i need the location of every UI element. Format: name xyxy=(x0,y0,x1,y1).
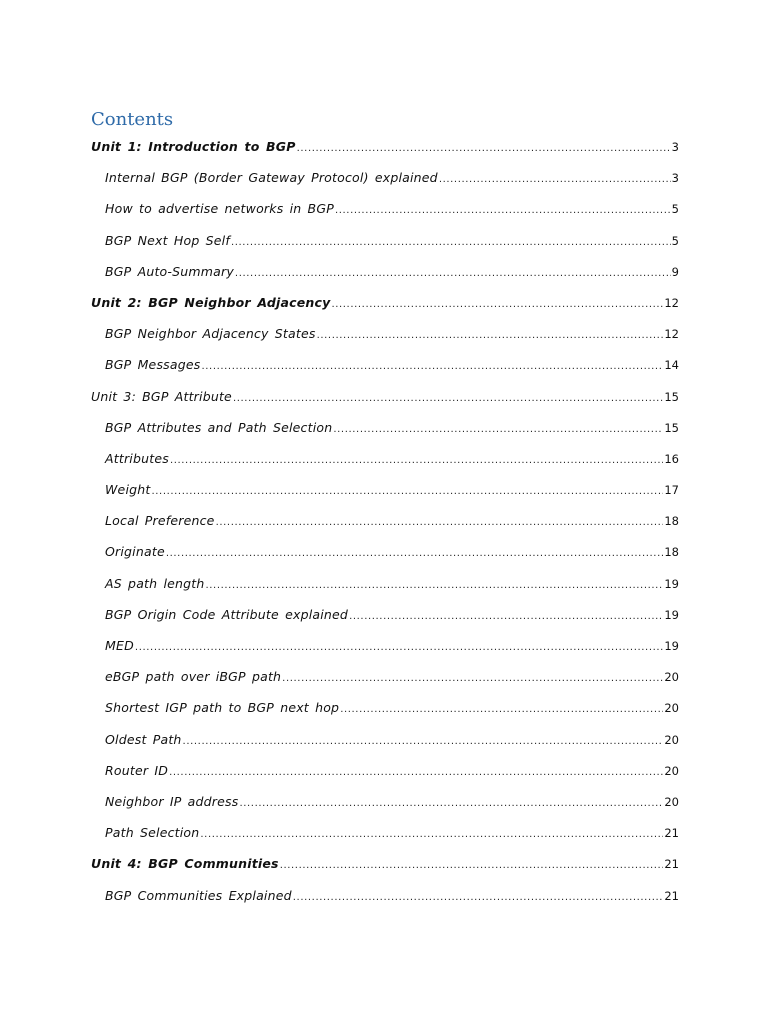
toc-dot-leader xyxy=(340,694,663,723)
toc-entry[interactable] xyxy=(91,817,679,848)
toc-entry-label: Unit 2: BGP Neighbor Adjacency xyxy=(91,294,331,310)
toc-entry-label: Weight xyxy=(105,482,151,498)
toc-entry-label: Unit 1: Introduction to BGP xyxy=(91,139,296,154)
toc-entry[interactable] xyxy=(91,474,679,505)
toc-entry-label: Local Preference xyxy=(105,513,215,529)
toc-entry[interactable] xyxy=(91,880,679,911)
toc-entry-page-number: 14 xyxy=(664,358,679,373)
toc-dot-leader xyxy=(331,289,663,318)
toc-entry[interactable] xyxy=(91,162,679,193)
toc-entry-page-number: 20 xyxy=(664,763,679,778)
toc-dot-leader xyxy=(349,601,663,630)
toc-entry[interactable] xyxy=(91,848,679,879)
toc-entry[interactable] xyxy=(91,193,679,224)
toc-dot-leader xyxy=(170,445,663,474)
toc-entry-label: eBGP path over iBGP path xyxy=(105,669,282,685)
toc-entry-label: Neighbor IP address xyxy=(105,793,239,809)
toc-entry-page-number: 20 xyxy=(664,732,679,747)
toc-dot-leader xyxy=(335,195,671,224)
toc-entry-label: How to advertise networks in BGP xyxy=(105,201,334,217)
toc-entry-page-number: 9 xyxy=(671,264,679,279)
toc-entry-page-number: 15 xyxy=(664,420,679,435)
toc-entry[interactable] xyxy=(91,505,679,536)
toc-entry-label: Path Selection xyxy=(105,825,200,841)
toc-entry-label: Shortest IGP path to BGP next hop xyxy=(105,700,340,716)
toc-entry-label: MED xyxy=(105,638,134,653)
toc-entry-label: Originate xyxy=(105,544,165,560)
toc-entry-label: AS path length xyxy=(105,575,205,591)
toc-entry-label: BGP Neighbor Adjacency States xyxy=(105,326,316,342)
toc-entry[interactable] xyxy=(91,349,679,380)
toc-entry-label: BGP Auto-Summary xyxy=(105,263,234,279)
toc-dot-leader xyxy=(297,133,671,162)
toc-entry[interactable] xyxy=(91,287,679,318)
toc-entry[interactable] xyxy=(91,412,679,443)
toc-entry-page-number: 18 xyxy=(664,545,679,560)
toc-entry[interactable] xyxy=(91,786,679,817)
toc-entry-label: Unit 3: BGP Attribute xyxy=(91,388,232,404)
toc-dot-leader xyxy=(151,476,663,505)
toc-entry[interactable] xyxy=(91,661,679,692)
toc-entry-page-number: 19 xyxy=(664,639,679,653)
toc-dot-leader xyxy=(239,788,663,817)
toc-entry[interactable] xyxy=(91,131,679,162)
toc-dot-leader xyxy=(233,383,663,412)
toc-dot-leader xyxy=(280,850,664,879)
toc-dot-leader xyxy=(201,351,663,380)
toc-entry-label: BGP Communities Explained xyxy=(105,887,292,903)
toc-entry-page-number: 20 xyxy=(664,670,679,685)
toc-entry-page-number: 19 xyxy=(664,576,679,591)
toc-dot-leader xyxy=(282,663,663,692)
toc-entry[interactable] xyxy=(91,755,679,786)
toc-dot-leader xyxy=(235,258,671,287)
toc-entry[interactable] xyxy=(91,443,679,474)
toc-entry-page-number: 12 xyxy=(664,295,679,310)
toc-entry-page-number: 21 xyxy=(664,826,679,841)
toc-entry-page-number: 16 xyxy=(664,451,679,466)
toc-entry[interactable] xyxy=(91,599,679,630)
toc-entry-label: BGP Messages xyxy=(105,357,201,373)
toc-entry-page-number: 21 xyxy=(664,888,679,903)
toc-entry[interactable] xyxy=(91,568,679,599)
toc-entry[interactable] xyxy=(91,692,679,723)
toc-entry-page-number: 17 xyxy=(664,483,679,498)
toc-dot-leader xyxy=(135,632,663,661)
toc-entry-label: Oldest Path xyxy=(105,731,182,747)
toc-entry-page-number: 3 xyxy=(671,171,679,186)
toc-dot-leader xyxy=(231,227,671,256)
toc-entry-label: BGP Origin Code Attribute explained xyxy=(105,606,349,622)
toc-entry-page-number: 3 xyxy=(671,140,679,154)
toc-entry-page-number: 19 xyxy=(664,607,679,622)
toc-dot-leader xyxy=(317,320,664,349)
toc-entry[interactable] xyxy=(91,724,679,755)
toc-entry-page-number: 18 xyxy=(664,514,679,529)
toc-dot-leader xyxy=(183,726,664,755)
toc-entry-label: Attributes xyxy=(105,450,169,466)
toc-entry[interactable] xyxy=(91,318,679,349)
toc-entry[interactable] xyxy=(91,630,679,661)
toc-entry-label: Router ID xyxy=(105,762,169,778)
toc-dot-leader xyxy=(200,819,663,848)
toc-dot-leader xyxy=(293,882,664,911)
toc-dot-leader xyxy=(166,538,664,567)
toc-entry[interactable] xyxy=(91,381,679,412)
toc-entry-page-number: 12 xyxy=(664,327,679,342)
toc-entry-page-number: 21 xyxy=(664,857,679,872)
toc-heading: Contents xyxy=(91,109,174,130)
toc-dot-leader xyxy=(169,757,663,786)
toc-entry-label: Internal BGP (Border Gateway Protocol) explained xyxy=(105,170,438,186)
toc-dot-leader xyxy=(216,507,664,536)
toc-entry-label: Unit 4: BGP Communities xyxy=(91,856,279,872)
toc-dot-leader xyxy=(439,164,671,193)
toc-entry-page-number: 5 xyxy=(671,233,679,248)
toc-entry[interactable] xyxy=(91,225,679,256)
toc-entry-page-number: 5 xyxy=(671,202,679,217)
toc-entry-page-number: 15 xyxy=(664,389,679,404)
toc-entry-label: BGP Next Hop Self xyxy=(105,232,230,248)
toc-entry[interactable] xyxy=(91,256,679,287)
toc-dot-leader xyxy=(206,570,664,599)
toc-entry-page-number: 20 xyxy=(664,794,679,809)
toc-entry[interactable] xyxy=(91,536,679,567)
toc-entry-page-number: 20 xyxy=(664,701,679,716)
toc-entry-label: BGP Attributes and Path Selection xyxy=(105,419,333,435)
toc-dot-leader xyxy=(333,414,663,443)
table-of-contents xyxy=(91,131,679,911)
